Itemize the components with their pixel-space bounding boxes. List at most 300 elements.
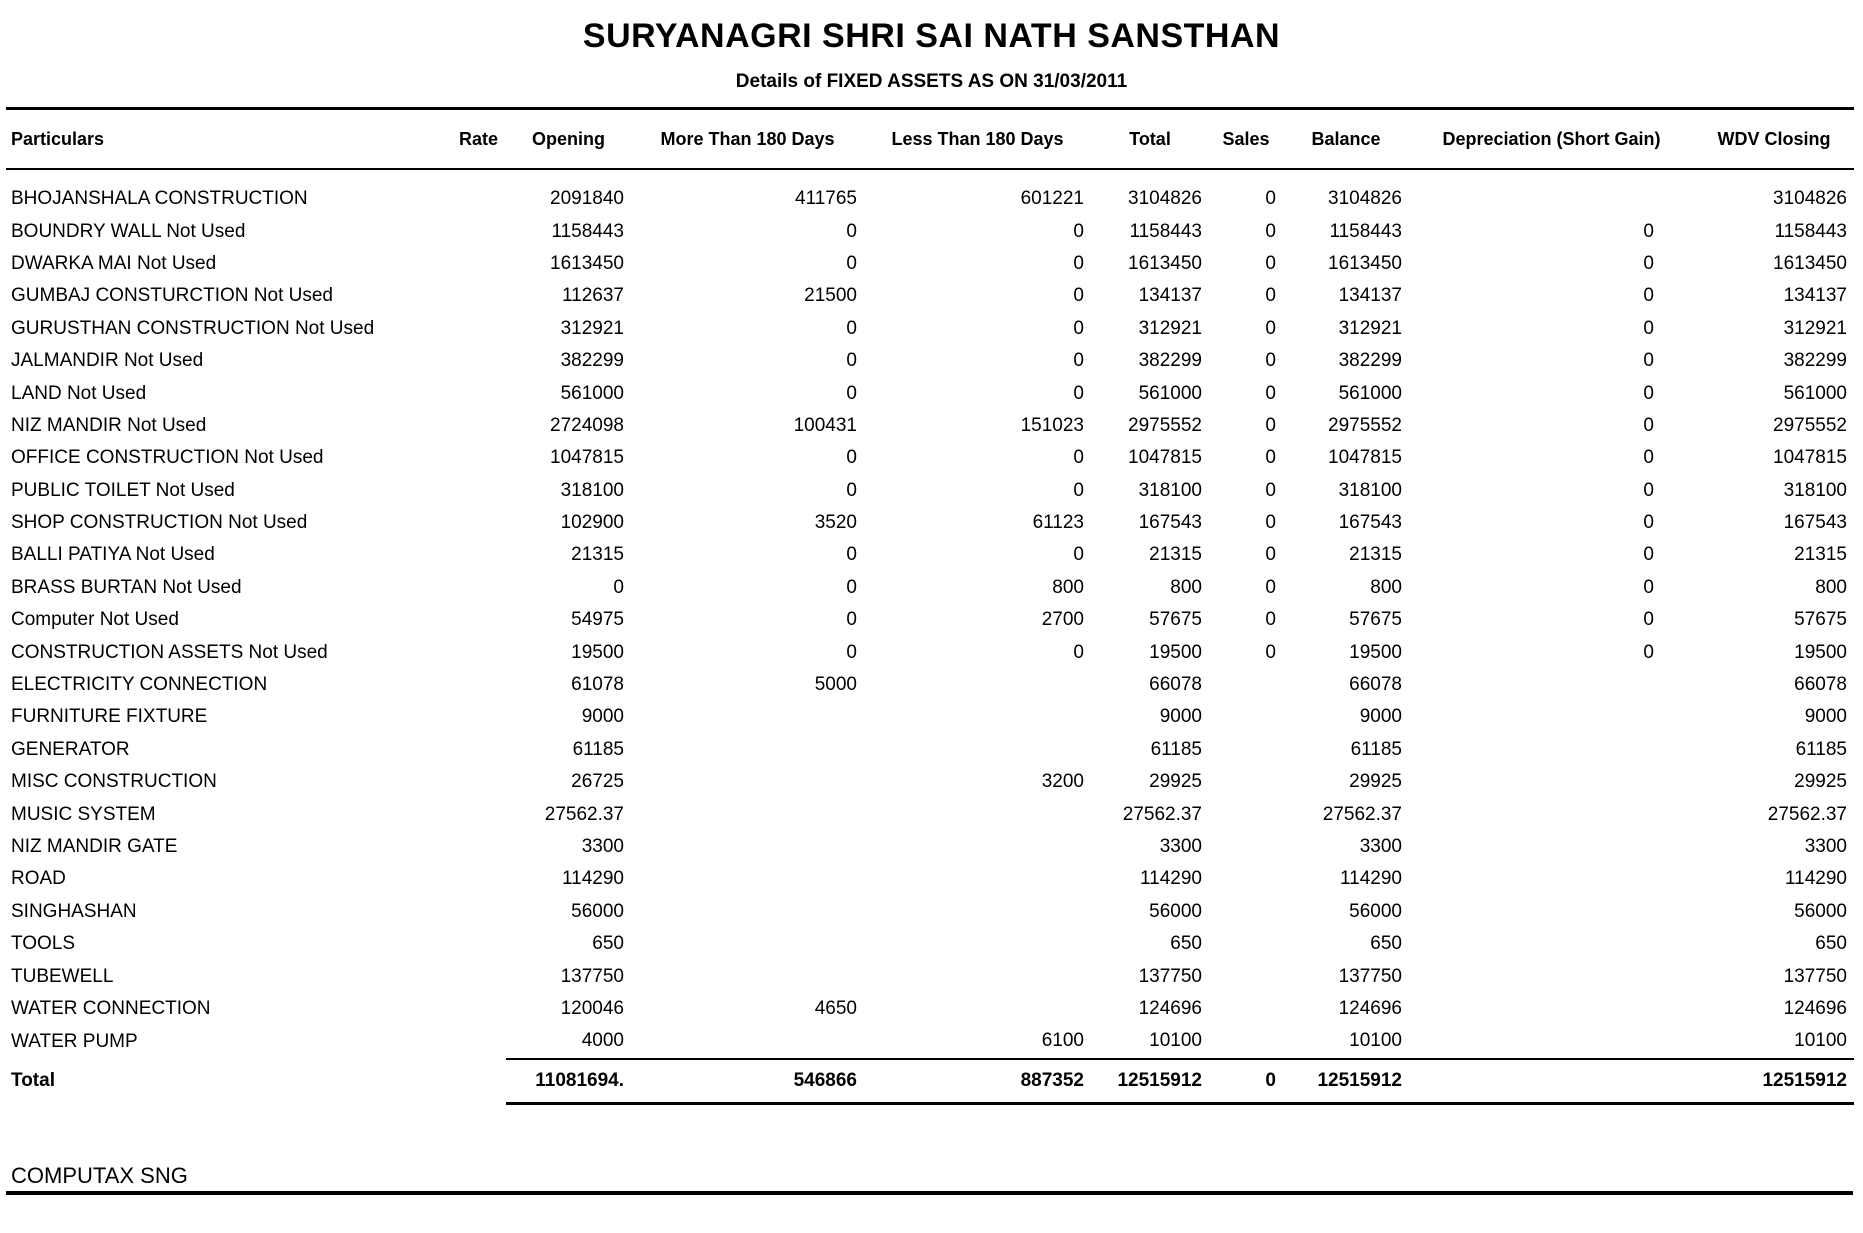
cell-depreciation-short-gain	[1409, 896, 1694, 928]
cell-balance: 114290	[1340, 868, 1402, 890]
cell-wdv-closing: 318100	[1783, 479, 1847, 501]
cell-rate	[451, 960, 506, 992]
cell-more-than-180-days: 0	[846, 576, 857, 598]
cell-particulars: DWARKA MAI Not Used	[11, 252, 217, 274]
cell-rate	[451, 1025, 506, 1058]
cell-wdv-closing: 137750	[1783, 965, 1847, 987]
cell-less-than-180-days	[864, 798, 1091, 830]
cell-total: 61185	[1150, 738, 1202, 760]
table-row	[6, 1025, 1854, 1058]
cell-more-than-180-days: 0	[846, 447, 857, 469]
cell-total: 3300	[1159, 836, 1202, 857]
cell-sales	[1209, 960, 1283, 992]
cell-balance: 19500	[1349, 641, 1402, 663]
cell-more-than-180-days: 100431	[793, 414, 857, 436]
cell-depreciation-short-gain: 0	[1643, 285, 1654, 307]
cell-rate	[451, 993, 506, 1025]
table-row	[6, 280, 1854, 312]
cell-total: 137750	[1138, 965, 1202, 987]
cell-sales: 0	[1265, 220, 1276, 242]
cell-rate	[451, 701, 506, 733]
column-header-wdv-closing: WDV Closing	[1694, 109, 1854, 170]
fixed-assets-table	[6, 107, 1854, 1105]
cell-wdv-closing: 650	[1815, 933, 1847, 955]
cell-sales	[1209, 831, 1283, 863]
column-header-sales: Sales	[1209, 109, 1283, 170]
page-title: SURYANAGRI SHRI SAI NATH SANSTHAN	[582, 17, 1281, 55]
cell-less-than-180-days	[864, 831, 1091, 863]
cell-particulars: NIZ MANDIR GATE	[11, 836, 178, 857]
cell-sales: 0	[1265, 252, 1276, 274]
cell-more-than-180-days	[631, 734, 864, 766]
cell-balance: 21315	[1349, 544, 1402, 566]
cell-less-than-180-days: 0	[1073, 641, 1084, 663]
cell-balance: 124696	[1338, 997, 1402, 1019]
cell-rate	[451, 345, 506, 377]
cell-opening: 54975	[571, 609, 624, 631]
cell-particulars: BOUNDRY WALL Not Used	[11, 220, 246, 242]
cell-total: 318100	[1138, 479, 1202, 501]
cell-wdv-closing: 561000	[1783, 382, 1847, 404]
cell-depreciation-short-gain	[1409, 669, 1694, 701]
cell-balance: 1158443	[1329, 220, 1402, 242]
total-depreciation	[1409, 1059, 1694, 1104]
cell-rate	[451, 215, 506, 247]
cell-wdv-closing: 19500	[1794, 641, 1847, 663]
cell-sales: 0	[1265, 285, 1276, 307]
cell-less-than-180-days: 151023	[1020, 414, 1084, 436]
table-row	[6, 169, 1854, 215]
cell-depreciation-short-gain: 0	[1643, 576, 1654, 598]
cell-total: 57675	[1149, 609, 1202, 631]
cell-more-than-180-days	[631, 766, 864, 798]
table-row	[6, 377, 1854, 409]
cell-wdv-closing: 800	[1815, 576, 1847, 598]
cell-more-than-180-days: 0	[846, 350, 857, 372]
cell-opening: 120046	[560, 997, 624, 1019]
cell-wdv-closing: 114290	[1785, 868, 1847, 890]
cell-opening: 61078	[571, 674, 624, 696]
cell-less-than-180-days	[864, 669, 1091, 701]
cell-particulars: ROAD	[11, 868, 66, 890]
cell-more-than-180-days	[631, 798, 864, 830]
table-row	[6, 572, 1854, 604]
cell-particulars: JALMANDIR Not Used	[11, 350, 204, 372]
cell-less-than-180-days: 0	[1073, 350, 1084, 372]
total-balance: 12515912	[1283, 1059, 1409, 1104]
cell-balance: 800	[1370, 576, 1402, 598]
total-less-than-180-days: 887352	[864, 1059, 1091, 1104]
table-row	[6, 345, 1854, 377]
cell-opening: 56000	[571, 900, 624, 922]
cell-depreciation-short-gain	[1409, 863, 1694, 895]
cell-more-than-180-days: 411765	[795, 188, 857, 210]
cell-sales: 0	[1265, 350, 1276, 372]
cell-particulars: BRASS BURTAN Not Used	[11, 576, 242, 598]
cell-more-than-180-days	[631, 928, 864, 960]
cell-more-than-180-days: 0	[846, 317, 857, 339]
cell-wdv-closing: 124696	[1783, 997, 1847, 1019]
cell-opening: 312921	[560, 317, 624, 339]
table-row	[6, 410, 1854, 442]
cell-sales: 0	[1265, 512, 1276, 534]
cell-opening: 382299	[560, 350, 624, 372]
cell-rate	[451, 636, 506, 668]
cell-opening: 650	[592, 933, 624, 955]
cell-depreciation-short-gain	[1409, 734, 1694, 766]
total-opening: 11081694.	[506, 1059, 631, 1104]
cell-balance: 10100	[1349, 1030, 1402, 1052]
cell-more-than-180-days: 0	[846, 641, 857, 663]
cell-total: 382299	[1138, 350, 1202, 372]
cell-rate	[451, 377, 506, 409]
column-header-more-than-180-days: More Than 180 Days	[631, 109, 864, 170]
cell-opening: 2091840	[550, 188, 624, 210]
cell-depreciation-short-gain: 0	[1643, 447, 1654, 469]
cell-total: 1047815	[1128, 447, 1202, 469]
cell-rate	[451, 734, 506, 766]
cell-balance: 561000	[1338, 382, 1402, 404]
cell-total: 9000	[1159, 706, 1202, 728]
cell-rate	[451, 410, 506, 442]
cell-depreciation-short-gain	[1409, 1025, 1694, 1058]
cell-balance: 1047815	[1328, 447, 1402, 469]
cell-less-than-180-days: 0	[1073, 479, 1084, 501]
cell-rate	[451, 169, 506, 215]
cell-particulars: GURUSTHAN CONSTRUCTION Not Used	[11, 317, 375, 339]
cell-more-than-180-days: 3520	[814, 512, 857, 534]
cell-total: 561000	[1138, 382, 1202, 404]
cell-total: 3104826	[1128, 188, 1202, 210]
cell-more-than-180-days	[631, 960, 864, 992]
cell-more-than-180-days: 0	[846, 479, 857, 501]
cell-balance: 57675	[1349, 609, 1402, 631]
cell-sales: 0	[1265, 447, 1276, 469]
cell-balance: 61185	[1350, 738, 1402, 760]
cell-particulars: OFFICE CONSTRUCTION Not Used	[11, 447, 324, 469]
table-row	[6, 313, 1854, 345]
cell-sales	[1209, 928, 1283, 960]
cell-total: 27562.37	[1122, 803, 1202, 825]
cell-depreciation-short-gain	[1409, 993, 1694, 1025]
cell-rate	[451, 798, 506, 830]
cell-more-than-180-days: 5000	[814, 674, 857, 696]
cell-total: 21315	[1149, 544, 1202, 566]
table-row	[6, 928, 1854, 960]
cell-sales	[1209, 734, 1283, 766]
cell-less-than-180-days: 800	[1052, 576, 1084, 598]
cell-opening: 561000	[560, 382, 624, 404]
cell-opening: 114290	[562, 868, 624, 890]
cell-wdv-closing: 1158443	[1774, 220, 1847, 242]
table-row	[6, 507, 1854, 539]
cell-sales: 0	[1265, 479, 1276, 501]
cell-total: 167543	[1138, 512, 1202, 534]
cell-rate	[451, 442, 506, 474]
cell-less-than-180-days	[864, 701, 1091, 733]
cell-sales	[1209, 993, 1283, 1025]
cell-particulars: FURNITURE FIXTURE	[11, 706, 208, 728]
cell-particulars: CONSTRUCTION ASSETS Not Used	[11, 641, 328, 663]
cell-less-than-180-days: 0	[1073, 544, 1084, 566]
cell-sales	[1209, 798, 1283, 830]
cell-wdv-closing: 29925	[1794, 771, 1847, 793]
cell-wdv-closing: 56000	[1794, 900, 1847, 922]
cell-opening: 1047815	[550, 447, 624, 469]
cell-opening: 26725	[571, 771, 624, 793]
cell-rate	[451, 766, 506, 798]
table-row	[6, 863, 1854, 895]
cell-wdv-closing: 382299	[1783, 350, 1847, 372]
cell-sales: 0	[1265, 544, 1276, 566]
cell-balance: 66078	[1349, 674, 1402, 696]
column-header-total: Total	[1091, 109, 1209, 170]
cell-wdv-closing: 167543	[1783, 512, 1847, 534]
cell-wdv-closing: 10100	[1794, 1030, 1847, 1052]
cell-less-than-180-days: 0	[1073, 317, 1084, 339]
cell-wdv-closing: 134137	[1783, 285, 1847, 307]
cell-less-than-180-days: 2700	[1041, 609, 1084, 631]
cell-balance: 312921	[1338, 317, 1402, 339]
cell-depreciation-short-gain	[1409, 169, 1694, 215]
cell-sales	[1209, 669, 1283, 701]
cell-less-than-180-days: 6100	[1041, 1030, 1084, 1052]
cell-depreciation-short-gain: 0	[1643, 350, 1654, 372]
cell-particulars: LAND Not Used	[11, 382, 147, 404]
cell-depreciation-short-gain	[1409, 928, 1694, 960]
cell-more-than-180-days	[631, 1025, 864, 1058]
cell-particulars: GENERATOR	[11, 738, 130, 760]
cell-wdv-closing: 9000	[1804, 706, 1847, 728]
cell-more-than-180-days: 0	[846, 220, 857, 242]
cell-opening: 4000	[581, 1030, 624, 1052]
cell-particulars: TOOLS	[11, 933, 76, 955]
footer-rule	[6, 1163, 1853, 1195]
total-wdv-closing: 12515912	[1694, 1059, 1854, 1104]
cell-rate	[451, 896, 506, 928]
table-row	[6, 798, 1854, 830]
cell-total: 650	[1170, 933, 1202, 955]
total-more-than-180-days: 546866	[631, 1059, 864, 1104]
cell-sales	[1209, 1025, 1283, 1058]
cell-particulars: MUSIC SYSTEM	[11, 803, 156, 825]
cell-particulars: WATER CONNECTION	[11, 997, 211, 1019]
table-row	[6, 215, 1854, 247]
cell-depreciation-short-gain: 0	[1643, 641, 1654, 663]
column-header-less-than-180-days: Less Than 180 Days	[864, 109, 1091, 170]
cell-wdv-closing: 21315	[1794, 544, 1847, 566]
cell-less-than-180-days: 0	[1073, 382, 1084, 404]
cell-sales: 0	[1265, 414, 1276, 436]
cell-particulars: Computer Not Used	[11, 609, 179, 631]
cell-wdv-closing: 1047815	[1773, 447, 1847, 469]
cell-less-than-180-days	[864, 993, 1091, 1025]
cell-depreciation-short-gain: 0	[1643, 512, 1654, 534]
cell-balance: 167543	[1338, 512, 1402, 534]
column-header-depreciation-short-gain: Depreciation (Short Gain)	[1409, 109, 1694, 170]
cell-balance: 1613450	[1328, 252, 1402, 274]
cell-opening: 102900	[560, 512, 624, 534]
cell-rate	[451, 604, 506, 636]
cell-particulars: SINGHASHAN	[11, 900, 137, 922]
cell-opening: 9000	[581, 706, 624, 728]
cell-rate	[451, 507, 506, 539]
cell-depreciation-short-gain: 0	[1643, 544, 1654, 566]
cell-more-than-180-days	[631, 896, 864, 928]
cell-particulars: TUBEWELL	[11, 965, 114, 987]
cell-less-than-180-days	[864, 734, 1091, 766]
cell-total: 2975552	[1128, 414, 1202, 436]
cell-wdv-closing: 312921	[1783, 317, 1847, 339]
cell-opening: 3300	[581, 836, 624, 857]
cell-less-than-180-days: 61123	[1032, 512, 1084, 534]
cell-sales: 0	[1265, 382, 1276, 404]
cell-balance: 27562.37	[1322, 803, 1402, 825]
cell-particulars: SHOP CONSTRUCTION Not Used	[11, 512, 308, 534]
cell-less-than-180-days: 601221	[1020, 188, 1084, 210]
cell-depreciation-short-gain	[1409, 766, 1694, 798]
cell-sales	[1209, 896, 1283, 928]
cell-particulars: PUBLIC TOILET Not Used	[11, 479, 235, 501]
cell-more-than-180-days: 0	[846, 382, 857, 404]
cell-total: 10100	[1149, 1030, 1202, 1052]
page-subtitle: Details of FIXED ASSETS AS ON 31/03/2011	[735, 71, 1128, 92]
cell-opening: 27562.37	[544, 803, 624, 825]
cell-sales: 0	[1265, 609, 1276, 631]
cell-more-than-180-days: 0	[846, 544, 857, 566]
cell-particulars: BHOJANSHALA CONSTRUCTION	[11, 188, 308, 210]
cell-more-than-180-days: 21500	[804, 285, 857, 307]
cell-wdv-closing: 61185	[1795, 738, 1847, 760]
cell-depreciation-short-gain	[1409, 960, 1694, 992]
cell-sales	[1209, 701, 1283, 733]
cell-rate	[451, 313, 506, 345]
cell-balance: 650	[1370, 933, 1402, 955]
total-rate	[451, 1059, 506, 1104]
cell-opening: 112637	[562, 285, 624, 307]
cell-wdv-closing: 3104826	[1773, 188, 1847, 210]
cell-wdv-closing: 66078	[1794, 674, 1847, 696]
cell-balance: 137750	[1338, 965, 1402, 987]
cell-sales: 0	[1265, 576, 1276, 598]
table-header-row	[6, 109, 1854, 170]
cell-particulars: NIZ MANDIR Not Used	[11, 414, 207, 436]
cell-rate	[451, 539, 506, 571]
cell-opening: 61185	[572, 738, 624, 760]
cell-rate	[451, 669, 506, 701]
cell-depreciation-short-gain: 0	[1643, 382, 1654, 404]
cell-opening: 21315	[571, 544, 624, 566]
cell-less-than-180-days	[864, 863, 1091, 895]
cell-opening: 318100	[560, 479, 624, 501]
cell-less-than-180-days: 0	[1073, 252, 1084, 274]
cell-depreciation-short-gain: 0	[1643, 317, 1654, 339]
table-row	[6, 636, 1854, 668]
cell-particulars: MISC CONSTRUCTION	[11, 771, 217, 793]
column-header-opening: Opening	[506, 109, 631, 170]
table-row	[6, 539, 1854, 571]
cell-rate	[451, 928, 506, 960]
cell-opening: 1158443	[551, 220, 624, 242]
cell-wdv-closing: 3300	[1804, 836, 1847, 857]
cell-wdv-closing: 57675	[1794, 609, 1847, 631]
cell-less-than-180-days: 0	[1073, 447, 1084, 469]
cell-total: 1158443	[1129, 220, 1202, 242]
table-row	[6, 701, 1854, 733]
cell-more-than-180-days	[631, 863, 864, 895]
cell-rate	[451, 863, 506, 895]
cell-total: 1613450	[1128, 252, 1202, 274]
table-row	[6, 248, 1854, 280]
total-row	[6, 1059, 1854, 1104]
cell-total: 124696	[1138, 997, 1202, 1019]
cell-balance: 56000	[1349, 900, 1402, 922]
cell-total: 19500	[1149, 641, 1202, 663]
cell-balance: 134137	[1338, 285, 1402, 307]
cell-opening: 1613450	[550, 252, 624, 274]
cell-opening: 2724098	[550, 414, 624, 436]
cell-more-than-180-days: 0	[846, 609, 857, 631]
cell-balance: 29925	[1349, 771, 1402, 793]
column-header-rate: Rate	[451, 109, 506, 170]
cell-particulars: BALLI PATIYA Not Used	[11, 544, 215, 566]
cell-sales: 0	[1265, 188, 1276, 210]
cell-total: 56000	[1149, 900, 1202, 922]
cell-more-than-180-days: 4650	[814, 997, 857, 1019]
cell-particulars: GUMBAJ CONSTURCTION Not Used	[11, 285, 333, 307]
table-row	[6, 831, 1854, 863]
cell-sales	[1209, 766, 1283, 798]
table-row	[6, 475, 1854, 507]
table-row	[6, 960, 1854, 992]
cell-opening: 137750	[560, 965, 624, 987]
cell-less-than-180-days: 3200	[1041, 771, 1084, 793]
cell-particulars: WATER PUMP	[11, 1030, 138, 1052]
cell-balance: 9000	[1359, 706, 1402, 728]
cell-sales: 0	[1265, 317, 1276, 339]
cell-rate	[451, 831, 506, 863]
cell-depreciation-short-gain: 0	[1643, 479, 1654, 501]
cell-total: 800	[1170, 576, 1202, 598]
cell-balance: 318100	[1338, 479, 1402, 501]
table-row	[6, 766, 1854, 798]
cell-more-than-180-days: 0	[846, 252, 857, 274]
cell-less-than-180-days: 0	[1073, 220, 1084, 242]
cell-rate	[451, 248, 506, 280]
cell-wdv-closing: 2975552	[1773, 414, 1847, 436]
cell-more-than-180-days	[631, 831, 864, 863]
table-row	[6, 896, 1854, 928]
cell-less-than-180-days: 0	[1073, 285, 1084, 307]
cell-depreciation-short-gain: 0	[1643, 609, 1654, 631]
cell-depreciation-short-gain: 0	[1643, 414, 1654, 436]
cell-wdv-closing: 27562.37	[1767, 803, 1847, 825]
cell-balance: 3104826	[1328, 188, 1402, 210]
cell-rate	[451, 280, 506, 312]
cell-balance: 382299	[1338, 350, 1402, 372]
footer-brand: COMPUTAX SNG	[11, 1162, 188, 1188]
table-row	[6, 669, 1854, 701]
cell-rate	[451, 475, 506, 507]
cell-rate	[451, 572, 506, 604]
cell-less-than-180-days	[864, 928, 1091, 960]
total-total: 12515912	[1091, 1059, 1209, 1104]
table-row	[6, 604, 1854, 636]
cell-sales: 0	[1265, 641, 1276, 663]
cell-wdv-closing: 1613450	[1773, 252, 1847, 274]
cell-total: 312921	[1138, 317, 1202, 339]
cell-opening: 19500	[571, 641, 624, 663]
